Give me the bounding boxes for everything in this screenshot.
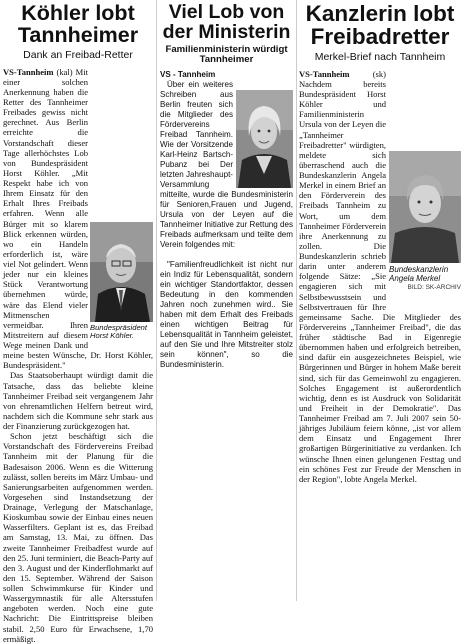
lead-paragraph: (kal) Mit einer solchen Anerkennung haben die Retter des Tannheimer Freibades gewiss nicht gerechnet. Aus Berlin erreichte die Vorstandschaft dieser Tage allerhöchstes Lob von Bundespräsident Horst Köhler. „Mit Respekt habe ich von Ihrem Einsatz für den Erhalt Ihres Freibads erfahren. Wenn alle Bürger mit so klarem Blick erkennen würden, wo ein Handeln erforderlich ist, wäre viel Not gelindert. Wenn jeder nur ein kleines Stück Verantwortung übernehmen würde, wäre das Elend vieler Mitmenschen vermeidbar. Ihren Mitstreitern auf diesem Wege meinen Dank und meine besten Wünsche, Dr. Horst Köhler, Bundespräsident." <box>3 66 153 371</box>
paragraph: Das Staatsoberhaupt würdigt damit die Tatsache, dass das beliebte kleine Tannheimer Freibad seit vergangenem Jahr von ehrenamtlichen Helfern betreut wird, nachdem sich die Kommune sehr stark aus der Finanzierung zurückgezogen hat. <box>3 370 153 432</box>
column-divider <box>156 0 157 601</box>
article-koehler <box>3 0 153 644</box>
headline: Köhler lobt Tannheimer <box>17 1 139 48</box>
subheadline: Familienministerin würdigt Tannheimer <box>165 43 288 65</box>
paragraph: (sk) Nachdem bereits Bundespräsident Horst Köhler und Familienministerin Ursula von der Leyen die „Tannheimer Freibadretter" würdigten, meldete sich überraschend auch die Bundeskanzlerin Angela Merkel in einem Brief an den Förderverein des Freibads Tannheim zu Wort, um dem Tannheimer Förderverein ihre Anerkennung zu zollen. Die Bundeskanzlerin schrieb darin unter anderem folgende Sätze: „Sie engagieren sich mit Selbstbewusstsein und Selbstvertrauen für Ihre gemeinsame Sache. Die Mitglieder des Fördervereins „Tannheimer Freibad", die das früher städtische Bad in Eigenregie übernommen haben und erfolgreich betreiben, sind dafür ein ausgezeichnetes Beispiel, wie Bürgerinnen und Bürger in hohem Maße bereit sind, sich für das Gemeinwohl zu engagieren. Solches Engagement ist außerordentlich wichtig, denn es ist Ausdruck von Solidarität und Freiheit in der Demokratie". Das Tannheimer Freibad am 7. Juli 2007 sein 50-jähriges Jubiläum feiern könne, „ist vor allem dem Einsatz und Engagement Ihrer großartigen Bürgerinitiative zu verdanken. Ich wünsche Ihnen einen gelungenen Festtag und ein schönes Fest zur Freude der Menschen in der Region", lobte Angela Merkel. <box>299 68 461 484</box>
dateline: VS-Tannheim <box>299 68 350 79</box>
photo-caption: Bundeskanzlerin Angela Merkel <box>389 264 449 283</box>
dateline: VS - Tannheim <box>160 69 216 79</box>
paragraph: Über ein weiteres Schreiben aus Berlin freuten sich die Mitglieder des Fördervereins Freibad Tannheim. Wie der Vorsitzende Karl-Heinz Bartsch-Pubanz bei Der letzten Jahreshaupt-Versammlung mitteilte, wurde die Bundesministerin für Senioren,Frauen und Jugend, Ursula von der Leyen auf die Tannheimer Initiative zur Rettung des Freibads aufmerksam und teilte dem Verein folgendes mit: <box>160 79 293 250</box>
headline: Viel Lob von der Ministerin <box>162 1 291 44</box>
article-von-der-leyen <box>160 0 293 601</box>
dateline: VS-Tannheim <box>3 66 54 77</box>
article-merkel <box>299 0 461 601</box>
portrait-image <box>236 90 293 188</box>
subheadline: Dank an Freibad-Retter <box>23 48 133 61</box>
photo-koehler <box>90 222 153 350</box>
photo-credit: BILD: SK-ARCHIV <box>407 284 461 292</box>
photo-von-der-leyen <box>236 90 293 188</box>
portrait-image <box>389 151 461 263</box>
paragraph: Schon jetzt beschäftigt sich die Vorstandschaft des Fördervereins Freibad Tannheim mit der Planung für die Badesaison 2006. Wenn es die Witterung zulässt, sollen bereits im März Umbau- und Sanierungsarbeiten aufgenommen werden. Vorgesehen sind Instandsetzung der Drainage, Verlegung der Matschanlage, Kioskumbau sowie der Einbau eines neuen Wasserfilters. Geplant ist es, das Freibad am Samstag, 13. Mai, zu öffnen. Das zweite Tannheimer Freibadfest wurde auf den 25. Juni terminiert, die Beach-Party auf den 3. August und der Kinderflohmarkt auf den 15. September. Während der Saison sollen Schwimmkurse für Kinder und Wassergymnastik für alle Altersstufen angeboten werden. Noch eine gute Nachricht: Die Eintrittspreise bleiben stabil. 2,50 Euro für Erwachsene, 1,70 ermäßigt. <box>3 431 153 644</box>
column-divider <box>296 0 297 601</box>
quote-paragraph: "Familienfreudlichkeit ist nicht nur ein Indiz für Lebensqualität, sondern ein wichtiger Standortfaktor, dessen Bedeutung in den kommenden Jahren noch zunehmen wird.. Sie haben mit dem Erhalt des Freibads einen wichtigen Beitrag für Lebensqualität in Tannheim geleistet, auf den Sie und Ihre Mitstreiter stolz sein können", so die Bundesministerin. <box>160 259 293 369</box>
headline: Kanzlerin lobt Freibadretter <box>305 1 455 50</box>
subheadline: Merkel-Brief nach Tannheim <box>314 50 446 63</box>
photo-merkel <box>389 151 461 307</box>
photo-caption: Bundespräsident Horst Köhler. <box>90 322 147 341</box>
article-body <box>299 69 461 484</box>
article-body <box>160 70 293 370</box>
portrait-image <box>90 222 153 322</box>
article-body <box>3 67 153 644</box>
